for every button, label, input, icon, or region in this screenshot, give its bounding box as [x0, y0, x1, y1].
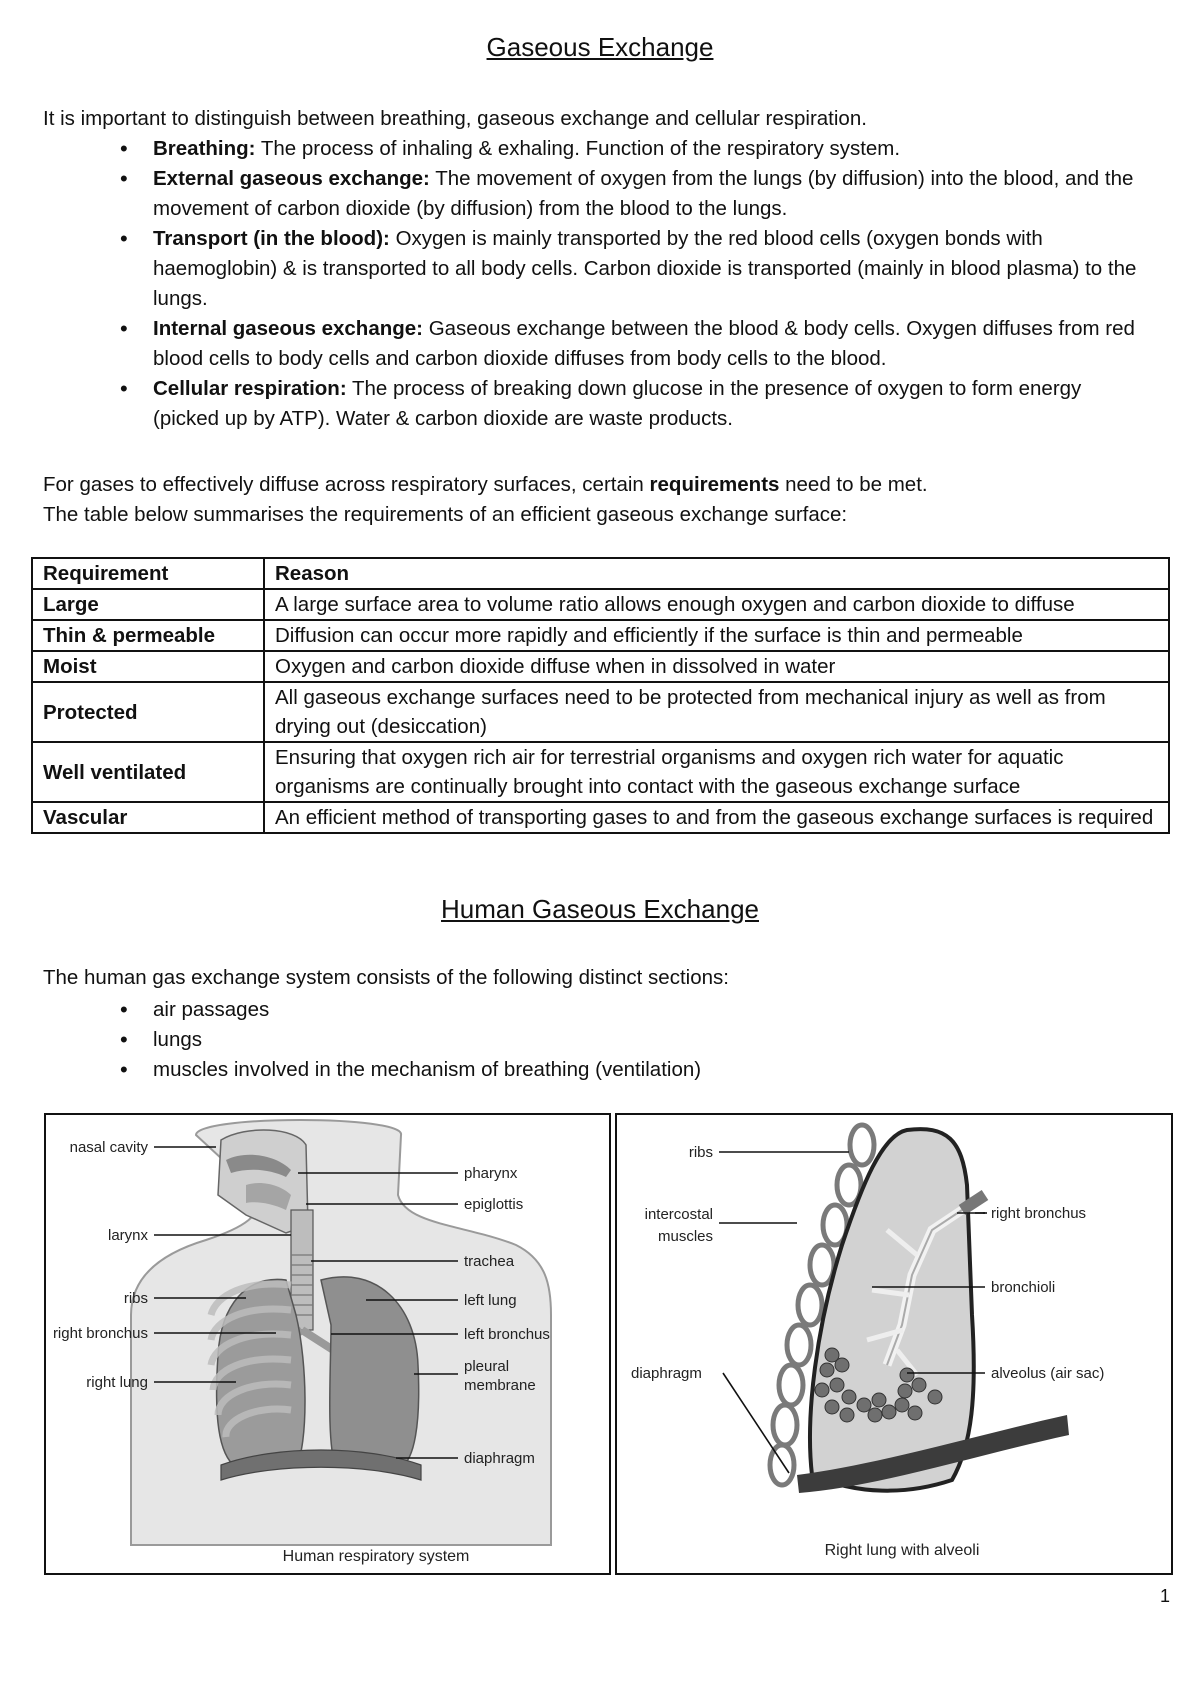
- definition-term: Cellular respiration:: [153, 377, 347, 400]
- list-item: • lungs: [110, 1025, 1150, 1055]
- requirement-cell: Vascular: [32, 802, 264, 833]
- definition-term: Internal gaseous exchange:: [153, 317, 424, 340]
- requirement-cell: Well ventilated: [32, 742, 264, 802]
- label-trachea: trachea: [464, 1253, 515, 1270]
- header-requirement: Requirement: [32, 558, 264, 589]
- right-lung-diagram: [617, 1115, 1171, 1573]
- list-item: [110, 134, 1150, 164]
- list-item: [110, 164, 1150, 224]
- definition-text: Oxygen is mainly transported by the red blood cells (oxygen bonds with haemoglobin) & is transported to all body cells. Carbon dioxide is transported (mainly in blood plasma) to the lungs.: [153, 227, 1137, 310]
- definition-term: External gaseous exchange:: [153, 167, 430, 190]
- definition-text: The process of inhaling & exhaling. Function of the respiratory system.: [255, 137, 901, 160]
- label-larynx: larynx: [107, 1227, 148, 1244]
- reason-cell: Diffusion can occur more rapidly and efficiently if the surface is thin and permeable: [264, 620, 1169, 651]
- label-pharynx: pharynx: [464, 1165, 518, 1182]
- page-title: Gaseous Exchange: [486, 32, 714, 62]
- figure-caption: Right lung with alveoli: [824, 1542, 980, 1559]
- requirement-cell: Thin & permeable: [32, 620, 264, 651]
- list-item: [110, 374, 1150, 434]
- definition-text: Gaseous exchange between the blood & body cells. Oxygen diffuses from red blood cells to body cells and carbon dioxide diffuses from body cells to the blood.: [153, 317, 1135, 370]
- sections-list: [110, 995, 1150, 1085]
- list-item: [110, 224, 1150, 314]
- human-intro: The human gas exchange system consists of the following distinct sections:: [43, 966, 729, 989]
- table-row: [32, 682, 1169, 742]
- definition-text: The movement of oxygen from the lungs (by diffusion) into the blood, and the movement of carbon dioxide (by diffusion) from the blood to the lungs.: [153, 167, 1134, 220]
- requirements-paragraph: [43, 470, 928, 530]
- requirements-bold: requirements: [649, 473, 780, 496]
- respiratory-system-diagram: [46, 1115, 609, 1573]
- definition-term: Breathing:: [153, 137, 256, 160]
- label-epiglottis: epiglottis: [464, 1196, 524, 1213]
- reason-cell: A large surface area to volume ratio allows enough oxygen and carbon dioxide to diffuse: [264, 589, 1169, 620]
- requirements-text: For gases to effectively diffuse across respiratory surfaces, certain: [43, 473, 650, 496]
- table-row: [32, 742, 1169, 802]
- requirement-cell: Protected: [32, 682, 264, 742]
- label-alveolus: alveolus (air sac): [991, 1365, 1105, 1382]
- label-right-lung: right lung: [86, 1374, 148, 1391]
- label-pleural: pleural: [464, 1358, 510, 1375]
- requirements-table: [31, 557, 1170, 834]
- section-title: Human Gaseous Exchange: [441, 894, 759, 924]
- table-intro: The table below summarises the requirements of an efficient gaseous exchange surface:: [43, 503, 848, 526]
- list-item: • air passages: [110, 995, 1150, 1025]
- label-right-bronchus: right bronchus: [991, 1205, 1087, 1222]
- reason-cell: An efficient method of transporting gases to and from the gaseous exchange surfaces is required: [264, 802, 1169, 833]
- table-row: [32, 589, 1169, 620]
- page-number: 1: [1159, 1586, 1170, 1606]
- label-ribs: ribs: [123, 1290, 148, 1307]
- reason-cell: All gaseous exchange surfaces need to be protected from mechanical injury as well as from drying out (desiccation): [264, 682, 1169, 742]
- label-muscles: muscles: [657, 1228, 713, 1245]
- table-header-row: [32, 558, 1169, 589]
- definition-text: The process of breaking down glucose in the presence of oxygen to form energy (picked up by ATP). Water & carbon dioxide are waste products.: [153, 377, 1082, 430]
- respiratory-system-figure: [44, 1113, 611, 1575]
- figure-caption: Human respiratory system: [282, 1548, 470, 1565]
- requirements-text-end: need to be met.: [779, 473, 928, 496]
- right-lung-figure: [615, 1113, 1173, 1575]
- label-intercostal: intercostal: [644, 1206, 713, 1223]
- label-bronchioli: bronchioli: [991, 1279, 1056, 1296]
- list-item: [110, 314, 1150, 374]
- intro-paragraph: It is important to distinguish between breathing, gaseous exchange and cellular respiration.: [43, 107, 867, 130]
- label-membrane: membrane: [464, 1377, 536, 1394]
- requirement-cell: Moist: [32, 651, 264, 682]
- label-right-bronchus: right bronchus: [52, 1325, 148, 1342]
- label-left-bronchus: left bronchus: [464, 1326, 550, 1343]
- table-row: [32, 802, 1169, 833]
- label-left-lung: left lung: [464, 1292, 517, 1309]
- table-row: [32, 651, 1169, 682]
- label-nasal-cavity: nasal cavity: [69, 1139, 148, 1156]
- definition-term: Transport (in the blood):: [153, 227, 390, 250]
- label-diaphragm: diaphragm: [464, 1450, 535, 1467]
- definitions-list: [110, 134, 1150, 434]
- list-item: • muscles involved in the mechanism of breathing (ventilation): [110, 1055, 1150, 1085]
- table-row: [32, 620, 1169, 651]
- requirement-cell: Large: [32, 589, 264, 620]
- header-reason: Reason: [264, 558, 1169, 589]
- reason-cell: Ensuring that oxygen rich air for terrestrial organisms and oxygen rich water for aquatic organisms are continually brought into contact with the gaseous exchange surface: [264, 742, 1169, 802]
- label-ribs: ribs: [688, 1144, 713, 1161]
- label-diaphragm: diaphragm: [631, 1365, 702, 1382]
- reason-cell: Oxygen and carbon dioxide diffuse when in dissolved in water: [264, 651, 1169, 682]
